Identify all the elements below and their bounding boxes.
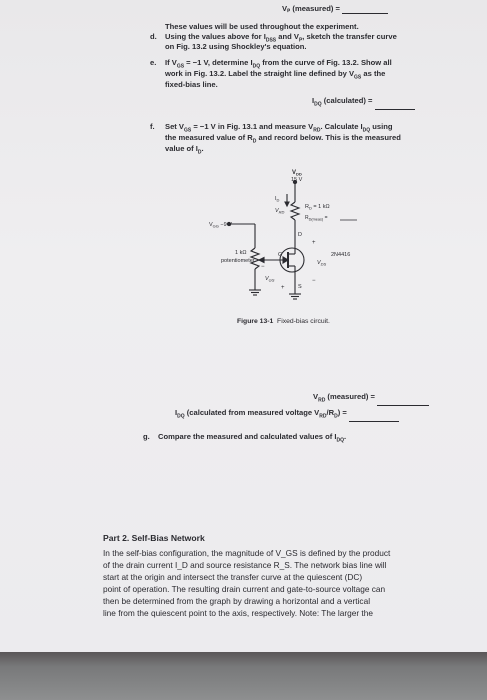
rd-measured-label: $R_{D(meas)}$ = (305, 215, 328, 222)
item-f-line3: value of $I_D$. (165, 144, 204, 156)
id-calculated-line[interactable] (375, 101, 415, 110)
vgs-label: $V_{GS}$ (265, 276, 275, 283)
item-e-line2: work in Fig. 13.2. Label the straight line defined by $V_{GS}$ as the (165, 69, 386, 81)
jfet-part-number: 2N4416 (331, 252, 351, 258)
fixed-bias-circuit (195, 164, 375, 314)
item-g-text: Compare the measured and calculated values of $I_{DQ}$. (158, 432, 347, 444)
vrd-measured-field: $V_{RD}$ (measured) = (313, 392, 429, 406)
item-e-letter: e. (150, 58, 157, 67)
vp-measured-field (282, 4, 388, 14)
figure-caption: Figure 13-1 Fixed-bias circuit. (237, 318, 330, 325)
vgs-plus: + (281, 285, 285, 291)
item-e-line3: fixed-bias line. (165, 80, 218, 89)
part2-line-5: then be determined from the graph by drawing a horizontal and a vertical (103, 596, 371, 606)
vdd-value: 15 V (291, 177, 303, 183)
item-g-letter: g. (143, 432, 150, 441)
id-from-measured-line[interactable] (349, 413, 399, 422)
part2-line-2: of the drain current I_D and source resistance R_S. The network bias line will (103, 560, 387, 570)
drain-label: D (298, 232, 302, 238)
part2-line-1: In the self-bias configuration, the magnitude of V_GS is defined by the product (103, 548, 391, 558)
pot-value: 1 kΩ (235, 250, 247, 256)
vdd-label: $V_{DD}$ (292, 170, 302, 177)
part2-line-3: start at the origin and intersect the transfer curve at the quiescent (DC) (103, 572, 363, 582)
vgs-minus: − (261, 264, 265, 270)
vrd-measured-line[interactable] (377, 397, 429, 406)
source-label: S (298, 284, 302, 290)
id-from-measured-field: $I_{DQ}$ (calculated from measured voltage $V_{RD}/R_D$) = (175, 408, 399, 422)
item-e-line1: If $V_{GS} = -1$ V, determine $I_{DQ}$ from the curve of Fig. 13.2. Show all (165, 58, 392, 70)
pot-label: potentiometer (221, 258, 255, 264)
rd-resistor (291, 202, 299, 220)
vds-label: $V_{DS}$ (317, 260, 327, 267)
vp-answer-line[interactable] (342, 5, 388, 14)
item-f-letter: f. (150, 122, 155, 131)
vp-measured-label: Vₚ (measured) = (282, 4, 340, 13)
id-calculated-field: $I_{DQ}$ (calculated) = (312, 96, 415, 110)
item-d-letter: d. (150, 32, 157, 41)
id-label: $I_D$ (275, 196, 280, 203)
item-d-line2: on Fig. 13.2 using Shockley's equation. (165, 42, 307, 51)
item-d-line1: Using the values above for $I_{DSS}$ and $V_P$, sketch the transfer curve (165, 32, 397, 44)
item-f-line2: the measured value of $R_D$ and record below. This is the measured (165, 133, 401, 145)
vds-plus: + (312, 240, 316, 246)
gate-label: G (278, 252, 283, 258)
rd-label: $R_D = 1$ kΩ (305, 204, 330, 211)
vgg-label: $V_{GG} -9$ V (209, 222, 232, 229)
part2-line-6: line from the quiescent point to the axis, respectively. Note: The larger the (103, 608, 373, 618)
vds-minus: − (312, 278, 316, 284)
intro-text: These values will be used throughout the experiment. (165, 22, 359, 31)
part2-line-4: point of operation. The resulting drain current and gate-to-source voltage can (103, 584, 386, 594)
part2-heading: Part 2. Self-Bias Network (103, 533, 205, 543)
vrd-label: $V_{RD}$ (275, 208, 285, 215)
page-shadow (0, 652, 487, 700)
item-f-line1: Set $V_{GS} = -1$ V in Fig. 13.1 and measure $V_{RD}$. Calculate $I_{DQ}$ using (165, 122, 393, 134)
